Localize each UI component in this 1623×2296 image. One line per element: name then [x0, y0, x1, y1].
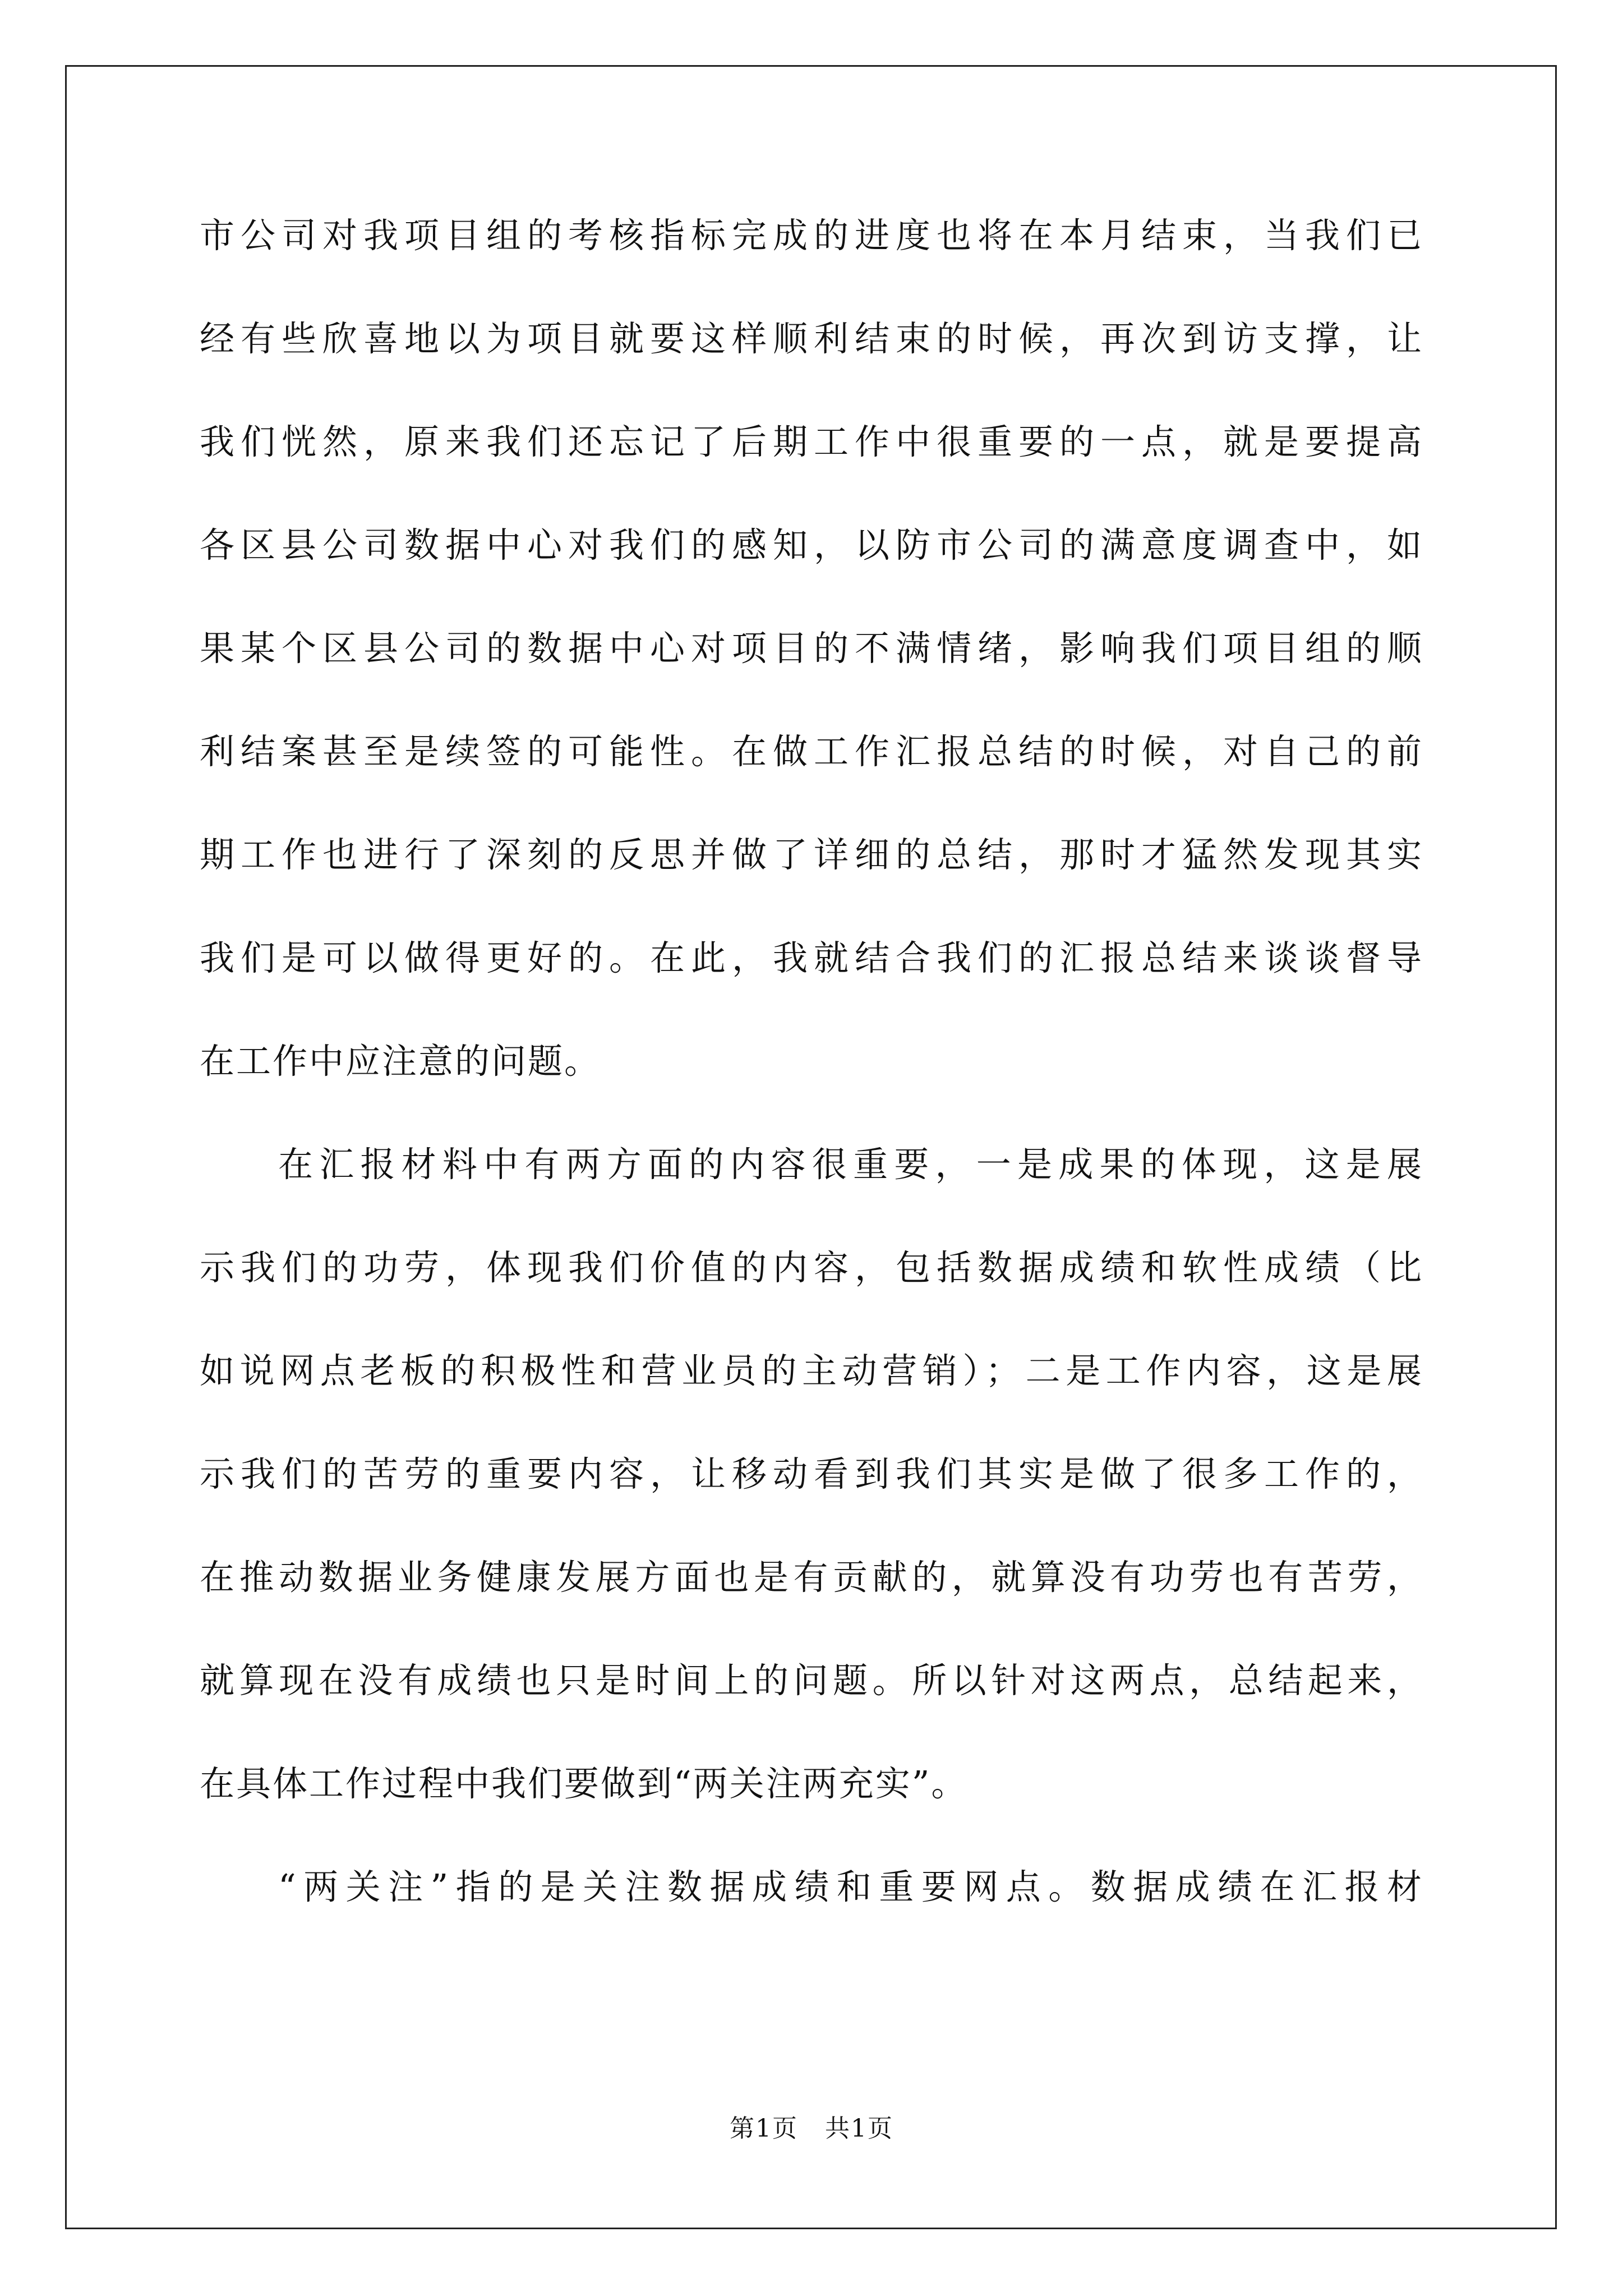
page-footer: 第1页 共1页: [730, 2114, 893, 2143]
paragraph-start-line: “两关注”指的是关注数据成绩和重要网点。数据成绩在汇报材: [278, 1866, 1423, 1907]
text-line: 利结案甚至是续签的可能性。在做工作汇报总结的时候，对自己的前: [200, 731, 1423, 772]
text-line: 期工作也进行了深刻的反思并做了详细的总结，那时才猛然发现其实: [200, 834, 1423, 875]
text-line: 各区县公司数据中心对我们的感知，以防市公司的满意度调查中，如: [200, 524, 1423, 565]
text-line: 在工作中应注意的问题。: [200, 1041, 601, 1082]
text-line: 市公司对我项目组的考核指标完成的进度也将在本月结束，当我们已: [200, 215, 1423, 256]
document-body: [200, 215, 1423, 1970]
text-line: 在推动数据业务健康发展方面也是有贡献的，就算没有功劳也有苦劳，: [200, 1557, 1423, 1598]
text-line: 示我们的苦劳的重要内容，让移动看到我们其实是做了很多工作的，: [200, 1453, 1423, 1494]
text-line: 我们是可以做得更好的。在此，我就结合我们的汇报总结来谈谈督导: [200, 937, 1423, 978]
text-line: 在具体工作过程中我们要做到“两关注两充实”。: [200, 1763, 968, 1804]
text-line: 如说网点老板的积极性和营业员的主动营销）；二是工作内容，这是展: [200, 1350, 1423, 1391]
paragraph-start-line: 在汇报材料中有两方面的内容很重要，一是成果的体现，这是展: [278, 1144, 1423, 1185]
text-line: 示我们的功劳，体现我们价值的内容，包括数据成绩和软性成绩（比: [200, 1247, 1423, 1288]
text-line: 果某个区县公司的数据中心对项目的不满情绪，影响我们项目组的顺: [200, 628, 1423, 669]
text-line: 经有些欣喜地以为项目就要这样顺利结束的时候，再次到访支撑，让: [200, 318, 1423, 359]
text-line: 就算现在没有成绩也只是时间上的问题。所以针对这两点，总结起来，: [200, 1660, 1423, 1701]
text-line: 我们恍然，原来我们还忘记了后期工作中很重要的一点，就是要提高: [200, 421, 1423, 462]
